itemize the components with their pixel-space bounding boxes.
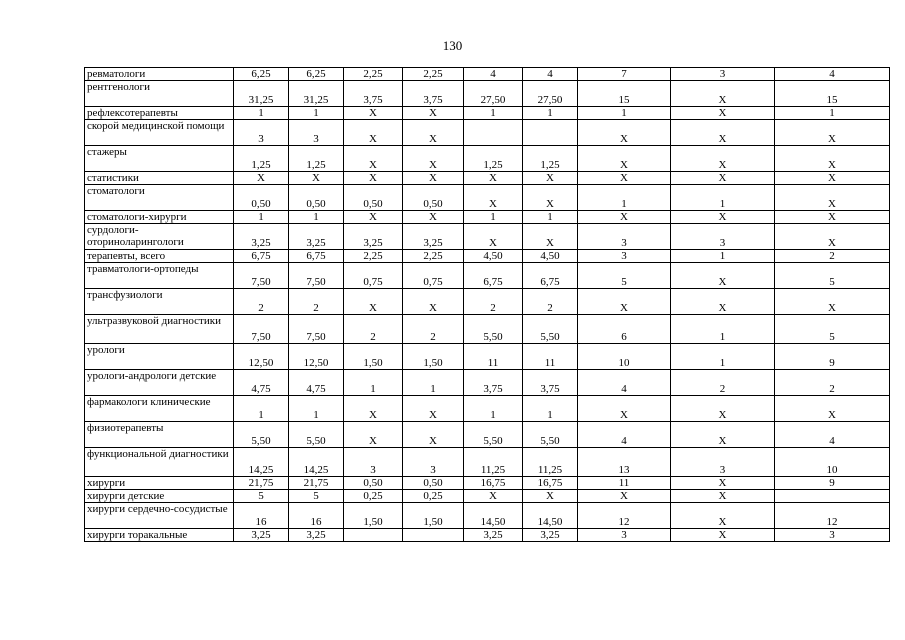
table-cell: 0,50 bbox=[403, 477, 464, 490]
table-cell: X bbox=[234, 172, 289, 185]
table-row bbox=[85, 344, 890, 370]
table-cell: 3 bbox=[578, 224, 671, 250]
table-cell: 21,75 bbox=[289, 477, 344, 490]
table-cell: 3,25 bbox=[464, 529, 523, 542]
table-cell: X bbox=[344, 289, 403, 315]
table-cell: X bbox=[671, 107, 775, 120]
table-cell: 1,50 bbox=[403, 503, 464, 529]
table-cell: 5,50 bbox=[464, 315, 523, 344]
row-label: хирурги bbox=[85, 477, 234, 490]
row-label: терапевты, всего bbox=[85, 250, 234, 263]
table-cell: X bbox=[523, 224, 578, 250]
table-cell bbox=[464, 120, 523, 146]
table-cell: 7,50 bbox=[289, 263, 344, 289]
table-cell: X bbox=[775, 396, 890, 422]
table-cell: 1,50 bbox=[403, 344, 464, 370]
table-cell: X bbox=[344, 107, 403, 120]
table-cell: 1 bbox=[578, 107, 671, 120]
table-cell: X bbox=[403, 172, 464, 185]
table-cell: 21,75 bbox=[234, 477, 289, 490]
row-label: стоматологи-хирурги bbox=[85, 211, 234, 224]
table-cell: 12 bbox=[578, 503, 671, 529]
table-cell: 3 bbox=[234, 120, 289, 146]
table-cell: X bbox=[403, 146, 464, 172]
table-cell: 3,75 bbox=[403, 81, 464, 107]
table-cell: 2 bbox=[464, 289, 523, 315]
table-cell: 3 bbox=[671, 224, 775, 250]
table-row bbox=[85, 107, 890, 120]
row-label: стажеры bbox=[85, 146, 234, 172]
table-cell: X bbox=[775, 146, 890, 172]
table-cell: X bbox=[578, 146, 671, 172]
table-cell: X bbox=[344, 422, 403, 448]
table-cell: 4 bbox=[578, 422, 671, 448]
table-cell bbox=[775, 490, 890, 503]
table-row bbox=[85, 250, 890, 263]
row-label: хирурги детские bbox=[85, 490, 234, 503]
table-cell: 3,25 bbox=[234, 224, 289, 250]
table-cell: 4 bbox=[578, 370, 671, 396]
table-cell: 4,75 bbox=[234, 370, 289, 396]
table-cell: 1 bbox=[671, 315, 775, 344]
table-cell: 6,75 bbox=[464, 263, 523, 289]
table-cell: 3 bbox=[671, 448, 775, 477]
table-cell: 15 bbox=[578, 81, 671, 107]
table-cell: X bbox=[671, 396, 775, 422]
table-cell: 3 bbox=[289, 120, 344, 146]
table-cell: 4 bbox=[523, 68, 578, 81]
table-cell: X bbox=[344, 211, 403, 224]
table-cell: 12 bbox=[775, 503, 890, 529]
table-cell: X bbox=[671, 477, 775, 490]
table-cell: 0,50 bbox=[403, 185, 464, 211]
table-cell: 7,50 bbox=[234, 315, 289, 344]
table-cell: 1 bbox=[464, 107, 523, 120]
table-row bbox=[85, 370, 890, 396]
table-row bbox=[85, 477, 890, 490]
table-cell: 11 bbox=[578, 477, 671, 490]
table-row bbox=[85, 422, 890, 448]
table-cell: 2 bbox=[671, 370, 775, 396]
table-cell: 6 bbox=[578, 315, 671, 344]
table-cell: 4,50 bbox=[464, 250, 523, 263]
table-cell: 14,50 bbox=[523, 503, 578, 529]
table-cell: X bbox=[775, 289, 890, 315]
row-label: хирурги сердечно-сосудистые bbox=[85, 503, 234, 529]
table-row bbox=[85, 185, 890, 211]
table-cell: 1 bbox=[403, 370, 464, 396]
table-cell: 6,25 bbox=[289, 68, 344, 81]
table-cell: 16,75 bbox=[523, 477, 578, 490]
table-cell: 10 bbox=[578, 344, 671, 370]
table-cell: X bbox=[671, 490, 775, 503]
table-cell: 1,25 bbox=[289, 146, 344, 172]
table-cell: 3,25 bbox=[523, 529, 578, 542]
table-cell: 0,25 bbox=[403, 490, 464, 503]
table-cell: 2 bbox=[403, 315, 464, 344]
table-cell: X bbox=[578, 172, 671, 185]
table-cell: X bbox=[578, 211, 671, 224]
table-cell: 2 bbox=[523, 289, 578, 315]
table-cell: 1 bbox=[289, 107, 344, 120]
table-cell: 4 bbox=[464, 68, 523, 81]
table-cell: X bbox=[671, 120, 775, 146]
table-cell: 2 bbox=[289, 289, 344, 315]
table-cell: 6,75 bbox=[289, 250, 344, 263]
table-cell: 1 bbox=[578, 185, 671, 211]
row-label: сурдологи-оториноларингологи bbox=[85, 224, 234, 250]
table-cell: 12,50 bbox=[234, 344, 289, 370]
table-cell: 2 bbox=[344, 315, 403, 344]
table-cell: X bbox=[403, 289, 464, 315]
table-cell: X bbox=[578, 490, 671, 503]
table-cell: X bbox=[671, 81, 775, 107]
table-cell: 3,25 bbox=[289, 224, 344, 250]
table-cell: 4 bbox=[775, 422, 890, 448]
table-cell: X bbox=[671, 422, 775, 448]
table-cell bbox=[344, 529, 403, 542]
row-label: ревматологи bbox=[85, 68, 234, 81]
table-cell: 11,25 bbox=[464, 448, 523, 477]
row-label: хирурги торакальные bbox=[85, 529, 234, 542]
table-cell: 4 bbox=[775, 68, 890, 81]
table-cell: X bbox=[578, 396, 671, 422]
table-cell: 5,50 bbox=[523, 315, 578, 344]
table-cell: X bbox=[775, 185, 890, 211]
table-cell: 0,50 bbox=[344, 477, 403, 490]
page-number: 130 bbox=[442, 38, 463, 53]
table-cell: 2,25 bbox=[403, 68, 464, 81]
table-cell: X bbox=[671, 172, 775, 185]
table-cell: 1 bbox=[775, 107, 890, 120]
table-cell: X bbox=[671, 263, 775, 289]
table-cell: 1 bbox=[671, 250, 775, 263]
table-row bbox=[85, 68, 890, 81]
table-cell: 11,25 bbox=[523, 448, 578, 477]
table-cell: 4,50 bbox=[523, 250, 578, 263]
table-cell: 27,50 bbox=[523, 81, 578, 107]
table-cell: 1 bbox=[234, 211, 289, 224]
table-cell: 1 bbox=[671, 344, 775, 370]
table-cell: X bbox=[289, 172, 344, 185]
table-cell: X bbox=[403, 120, 464, 146]
table-cell: X bbox=[403, 422, 464, 448]
table-row bbox=[85, 448, 890, 477]
staffing-table bbox=[84, 67, 890, 542]
row-label: физиотерапевты bbox=[85, 422, 234, 448]
table-row bbox=[85, 146, 890, 172]
table-cell: 0,75 bbox=[344, 263, 403, 289]
row-label: рентгенологи bbox=[85, 81, 234, 107]
table-cell: 5 bbox=[234, 490, 289, 503]
table-cell: 2,25 bbox=[344, 68, 403, 81]
row-label: рефлексотерапевты bbox=[85, 107, 234, 120]
table-cell bbox=[403, 529, 464, 542]
table-cell: 1 bbox=[523, 211, 578, 224]
table-cell: 2 bbox=[775, 250, 890, 263]
table-cell: 14,25 bbox=[234, 448, 289, 477]
table-cell: 1,25 bbox=[234, 146, 289, 172]
table-cell: X bbox=[578, 289, 671, 315]
row-label: урологи bbox=[85, 344, 234, 370]
table-cell: 5 bbox=[578, 263, 671, 289]
table-cell: 31,25 bbox=[234, 81, 289, 107]
table-cell: X bbox=[344, 172, 403, 185]
table-cell: 11 bbox=[464, 344, 523, 370]
table-cell: 9 bbox=[775, 344, 890, 370]
table-row bbox=[85, 224, 890, 250]
table-row bbox=[85, 120, 890, 146]
table-cell: 2,25 bbox=[403, 250, 464, 263]
table-cell: 5 bbox=[775, 315, 890, 344]
table-cell: X bbox=[344, 120, 403, 146]
table-cell: 7,50 bbox=[289, 315, 344, 344]
row-label: скорой медицинской помощи bbox=[85, 120, 234, 146]
table-cell: 3,25 bbox=[289, 529, 344, 542]
table-cell: 10 bbox=[775, 448, 890, 477]
table-cell: 1 bbox=[234, 107, 289, 120]
table-row bbox=[85, 263, 890, 289]
table-cell: X bbox=[671, 529, 775, 542]
table-cell: 3 bbox=[403, 448, 464, 477]
table-cell: 1 bbox=[234, 396, 289, 422]
table-cell: 0,50 bbox=[234, 185, 289, 211]
table-cell: X bbox=[344, 396, 403, 422]
table-cell: X bbox=[671, 503, 775, 529]
table-cell: 0,25 bbox=[344, 490, 403, 503]
table-cell: 31,25 bbox=[289, 81, 344, 107]
table-cell: 5,50 bbox=[289, 422, 344, 448]
table-cell: 1 bbox=[523, 396, 578, 422]
table-cell: 5,50 bbox=[234, 422, 289, 448]
table-cell: 1 bbox=[671, 185, 775, 211]
table-cell: 1 bbox=[289, 211, 344, 224]
row-label: трансфузиологи bbox=[85, 289, 234, 315]
table-cell: 9 bbox=[775, 477, 890, 490]
table-cell: 2 bbox=[234, 289, 289, 315]
table-cell: 0,75 bbox=[403, 263, 464, 289]
table-cell: 3,25 bbox=[344, 224, 403, 250]
table-cell: X bbox=[775, 224, 890, 250]
table-cell: X bbox=[775, 211, 890, 224]
table-cell: 3,25 bbox=[403, 224, 464, 250]
table-cell: 0,50 bbox=[344, 185, 403, 211]
table-cell: 1,25 bbox=[464, 146, 523, 172]
table-cell: 6,75 bbox=[234, 250, 289, 263]
table-row bbox=[85, 529, 890, 542]
table-cell bbox=[523, 120, 578, 146]
table-row bbox=[85, 396, 890, 422]
table-cell: 1 bbox=[344, 370, 403, 396]
table-cell: X bbox=[523, 490, 578, 503]
table-cell: X bbox=[403, 396, 464, 422]
table-cell: 3 bbox=[671, 68, 775, 81]
table-cell: 3,25 bbox=[234, 529, 289, 542]
table-cell: X bbox=[523, 172, 578, 185]
row-label: статистики bbox=[85, 172, 234, 185]
table-cell: 14,25 bbox=[289, 448, 344, 477]
table-cell: 12,50 bbox=[289, 344, 344, 370]
table-cell: 1,50 bbox=[344, 344, 403, 370]
table-cell: 7,50 bbox=[234, 263, 289, 289]
row-label: фармакологи клинические bbox=[85, 396, 234, 422]
table-cell: X bbox=[671, 211, 775, 224]
table-cell: X bbox=[775, 120, 890, 146]
table-cell: 0,50 bbox=[289, 185, 344, 211]
row-label: травматологи-ортопеды bbox=[85, 263, 234, 289]
table-cell: 6,25 bbox=[234, 68, 289, 81]
table-cell: 2,25 bbox=[344, 250, 403, 263]
table-cell: X bbox=[464, 172, 523, 185]
table-cell: 3 bbox=[578, 529, 671, 542]
table-cell: 14,50 bbox=[464, 503, 523, 529]
row-label: функциональной диагностики bbox=[85, 448, 234, 477]
table-row bbox=[85, 503, 890, 529]
table-cell: 15 bbox=[775, 81, 890, 107]
table-cell: X bbox=[403, 107, 464, 120]
table-cell: 1,50 bbox=[344, 503, 403, 529]
table-cell: X bbox=[464, 185, 523, 211]
table-cell: X bbox=[344, 146, 403, 172]
row-label: урологи-андрологи детские bbox=[85, 370, 234, 396]
row-label: стоматологи bbox=[85, 185, 234, 211]
table-cell: X bbox=[671, 146, 775, 172]
table-cell: 2 bbox=[775, 370, 890, 396]
table-cell: 3 bbox=[578, 250, 671, 263]
table-row bbox=[85, 81, 890, 107]
table-cell: 5 bbox=[775, 263, 890, 289]
table-cell: 1 bbox=[523, 107, 578, 120]
table-cell: 5 bbox=[289, 490, 344, 503]
table-row bbox=[85, 490, 890, 503]
table-cell: 11 bbox=[523, 344, 578, 370]
row-label: ультразвуковой диагностики bbox=[85, 315, 234, 344]
table-body bbox=[85, 68, 890, 542]
table-row bbox=[85, 315, 890, 344]
table-cell: 16 bbox=[234, 503, 289, 529]
table-cell: 3,75 bbox=[523, 370, 578, 396]
table-cell: 1 bbox=[289, 396, 344, 422]
table-cell: 3,75 bbox=[344, 81, 403, 107]
table-cell: X bbox=[464, 490, 523, 503]
table-cell: 5,50 bbox=[464, 422, 523, 448]
table-row bbox=[85, 289, 890, 315]
table-cell: 1,25 bbox=[523, 146, 578, 172]
table-cell: 5,50 bbox=[523, 422, 578, 448]
table-cell: 16,75 bbox=[464, 477, 523, 490]
table-cell: 3,75 bbox=[464, 370, 523, 396]
table-row bbox=[85, 211, 890, 224]
table-cell: 6,75 bbox=[523, 263, 578, 289]
table-cell: 3 bbox=[344, 448, 403, 477]
table-cell: X bbox=[403, 211, 464, 224]
table-cell: 3 bbox=[775, 529, 890, 542]
table-cell: 4,75 bbox=[289, 370, 344, 396]
table-cell: X bbox=[671, 289, 775, 315]
table-cell: 1 bbox=[464, 396, 523, 422]
table-cell: 7 bbox=[578, 68, 671, 81]
table-cell: 16 bbox=[289, 503, 344, 529]
table-cell: X bbox=[578, 120, 671, 146]
table-cell: 13 bbox=[578, 448, 671, 477]
table-cell: 27,50 bbox=[464, 81, 523, 107]
table-row bbox=[85, 172, 890, 185]
table-cell: X bbox=[464, 224, 523, 250]
table-cell: 1 bbox=[464, 211, 523, 224]
table-cell: X bbox=[523, 185, 578, 211]
table-cell: X bbox=[775, 172, 890, 185]
